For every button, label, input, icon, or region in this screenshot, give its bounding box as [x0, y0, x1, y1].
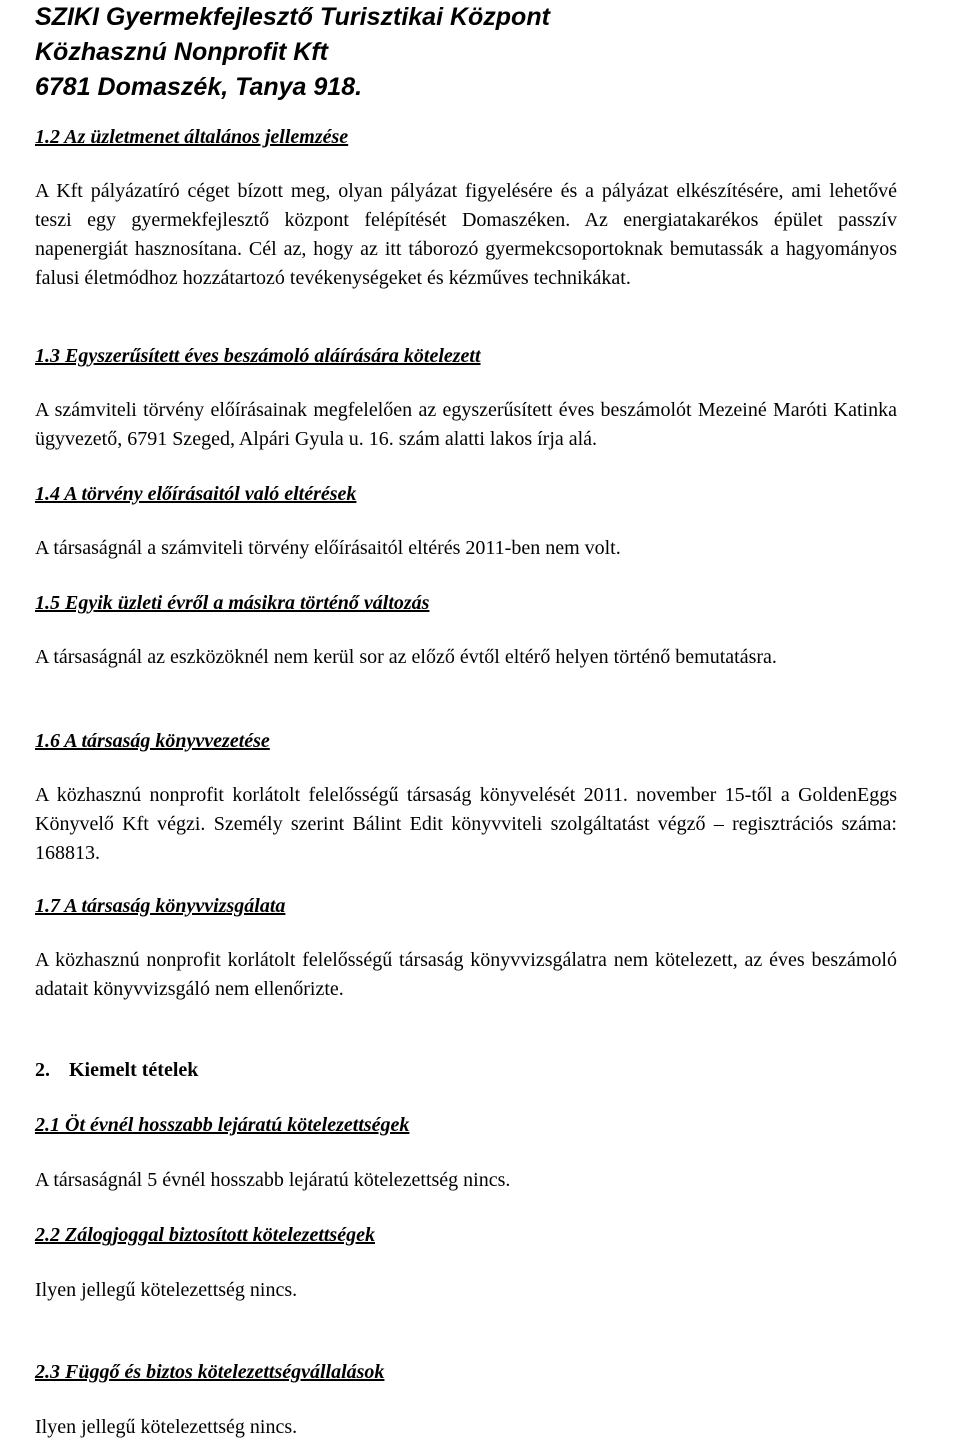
- chapter-2-title: Kiemelt tételek: [69, 1059, 199, 1081]
- company-header: [35, 0, 735, 105]
- section-heading-1-4: 1.4 A törvény előírásaitól való eltérések: [35, 483, 357, 505]
- section-heading-1-3: 1.3 Egyszerűsített éves beszámoló aláírására kötelezett: [35, 345, 481, 367]
- section-heading-1-7: 1.7 A társaság könyvvizsgálata: [35, 895, 286, 917]
- section-body-1-6: A közhasznú nonprofit korlátolt felelősségű társaság könyvelését 2011. november 15-től a GoldenEggs Könyvelő Kft végzi. Személy szerint Bálint Edit könyvviteli szolgáltatást végző – regisztrációs száma: 168813.: [35, 784, 897, 864]
- section-body-2-2: Ilyen jellegű kötelezettség nincs.: [35, 1279, 298, 1301]
- section-heading-1-5: 1.5 Egyik üzleti évről a másikra történő változás: [35, 592, 430, 614]
- section-body-1-2: A Kft pályázatíró céget bízott meg, olyan pályázat figyelésére és a pályázat elkészítésére, ami lehetővé teszi egy gyermekfejlesztő központ felépítését Domaszéken. Az energiatakarékos épület passzív napenergiát hasznosítana. Cél az, hogy az itt táborozó gyermekcsoportoknak bemutassák a hagyományos falusi életmódhoz hozzátartozó tevékenységeket és kézműves technikákat.: [35, 180, 897, 289]
- section-heading-1-6: 1.6 A társaság könyvvezetése: [35, 730, 270, 752]
- company-address: 6781 Domaszék, Tanya 918.: [35, 73, 363, 101]
- section-body-1-4: A társaságnál a számviteli törvény előírásaitól eltérés 2011-ben nem volt.: [35, 537, 621, 559]
- section-body-1-5: A társaságnál az eszközöknél nem kerül sor az előző évtől eltérő helyen történő bemutatásra.: [35, 646, 777, 668]
- section-body-1-3: A számviteli törvény előírásainak megfelelően az egyszerűsített éves beszámolót Mezeiné Maróti Katinka ügyvezető, 6791 Szeged, Alpári Gyula u. 16. szám alatti lakos írja alá.: [35, 399, 897, 450]
- section-heading-2-1: 2.1 Öt évnél hosszabb lejáratú kötelezettségek: [35, 1114, 410, 1136]
- chapter-2-number: 2.: [35, 1059, 50, 1081]
- chapter-2-heading: [35, 1057, 198, 1083]
- section-heading-2-2: 2.2 Zálogjoggal biztosított kötelezettségek: [35, 1224, 375, 1246]
- section-body-2-1: A társaságnál 5 évnél hosszabb lejáratú kötelezettség nincs.: [35, 1169, 511, 1191]
- section-body-1-7: A közhasznú nonprofit korlátolt felelősségű társaság könyvvizsgálatra nem kötelezett, az éves beszámoló adatait könyvvizsgáló nem ellenőrizte.: [35, 949, 897, 1000]
- company-type: Közhasznú Nonprofit Kft: [35, 38, 329, 66]
- section-heading-1-2: 1.2 Az üzletmenet általános jellemzése: [35, 126, 349, 148]
- company-name: SZIKI Gyermekfejlesztő Turisztikai Központ: [35, 3, 550, 31]
- section-heading-2-3: 2.3 Függő és biztos kötelezettségvállalások: [35, 1361, 385, 1383]
- section-body-2-3: Ilyen jellegű kötelezettség nincs.: [35, 1416, 298, 1438]
